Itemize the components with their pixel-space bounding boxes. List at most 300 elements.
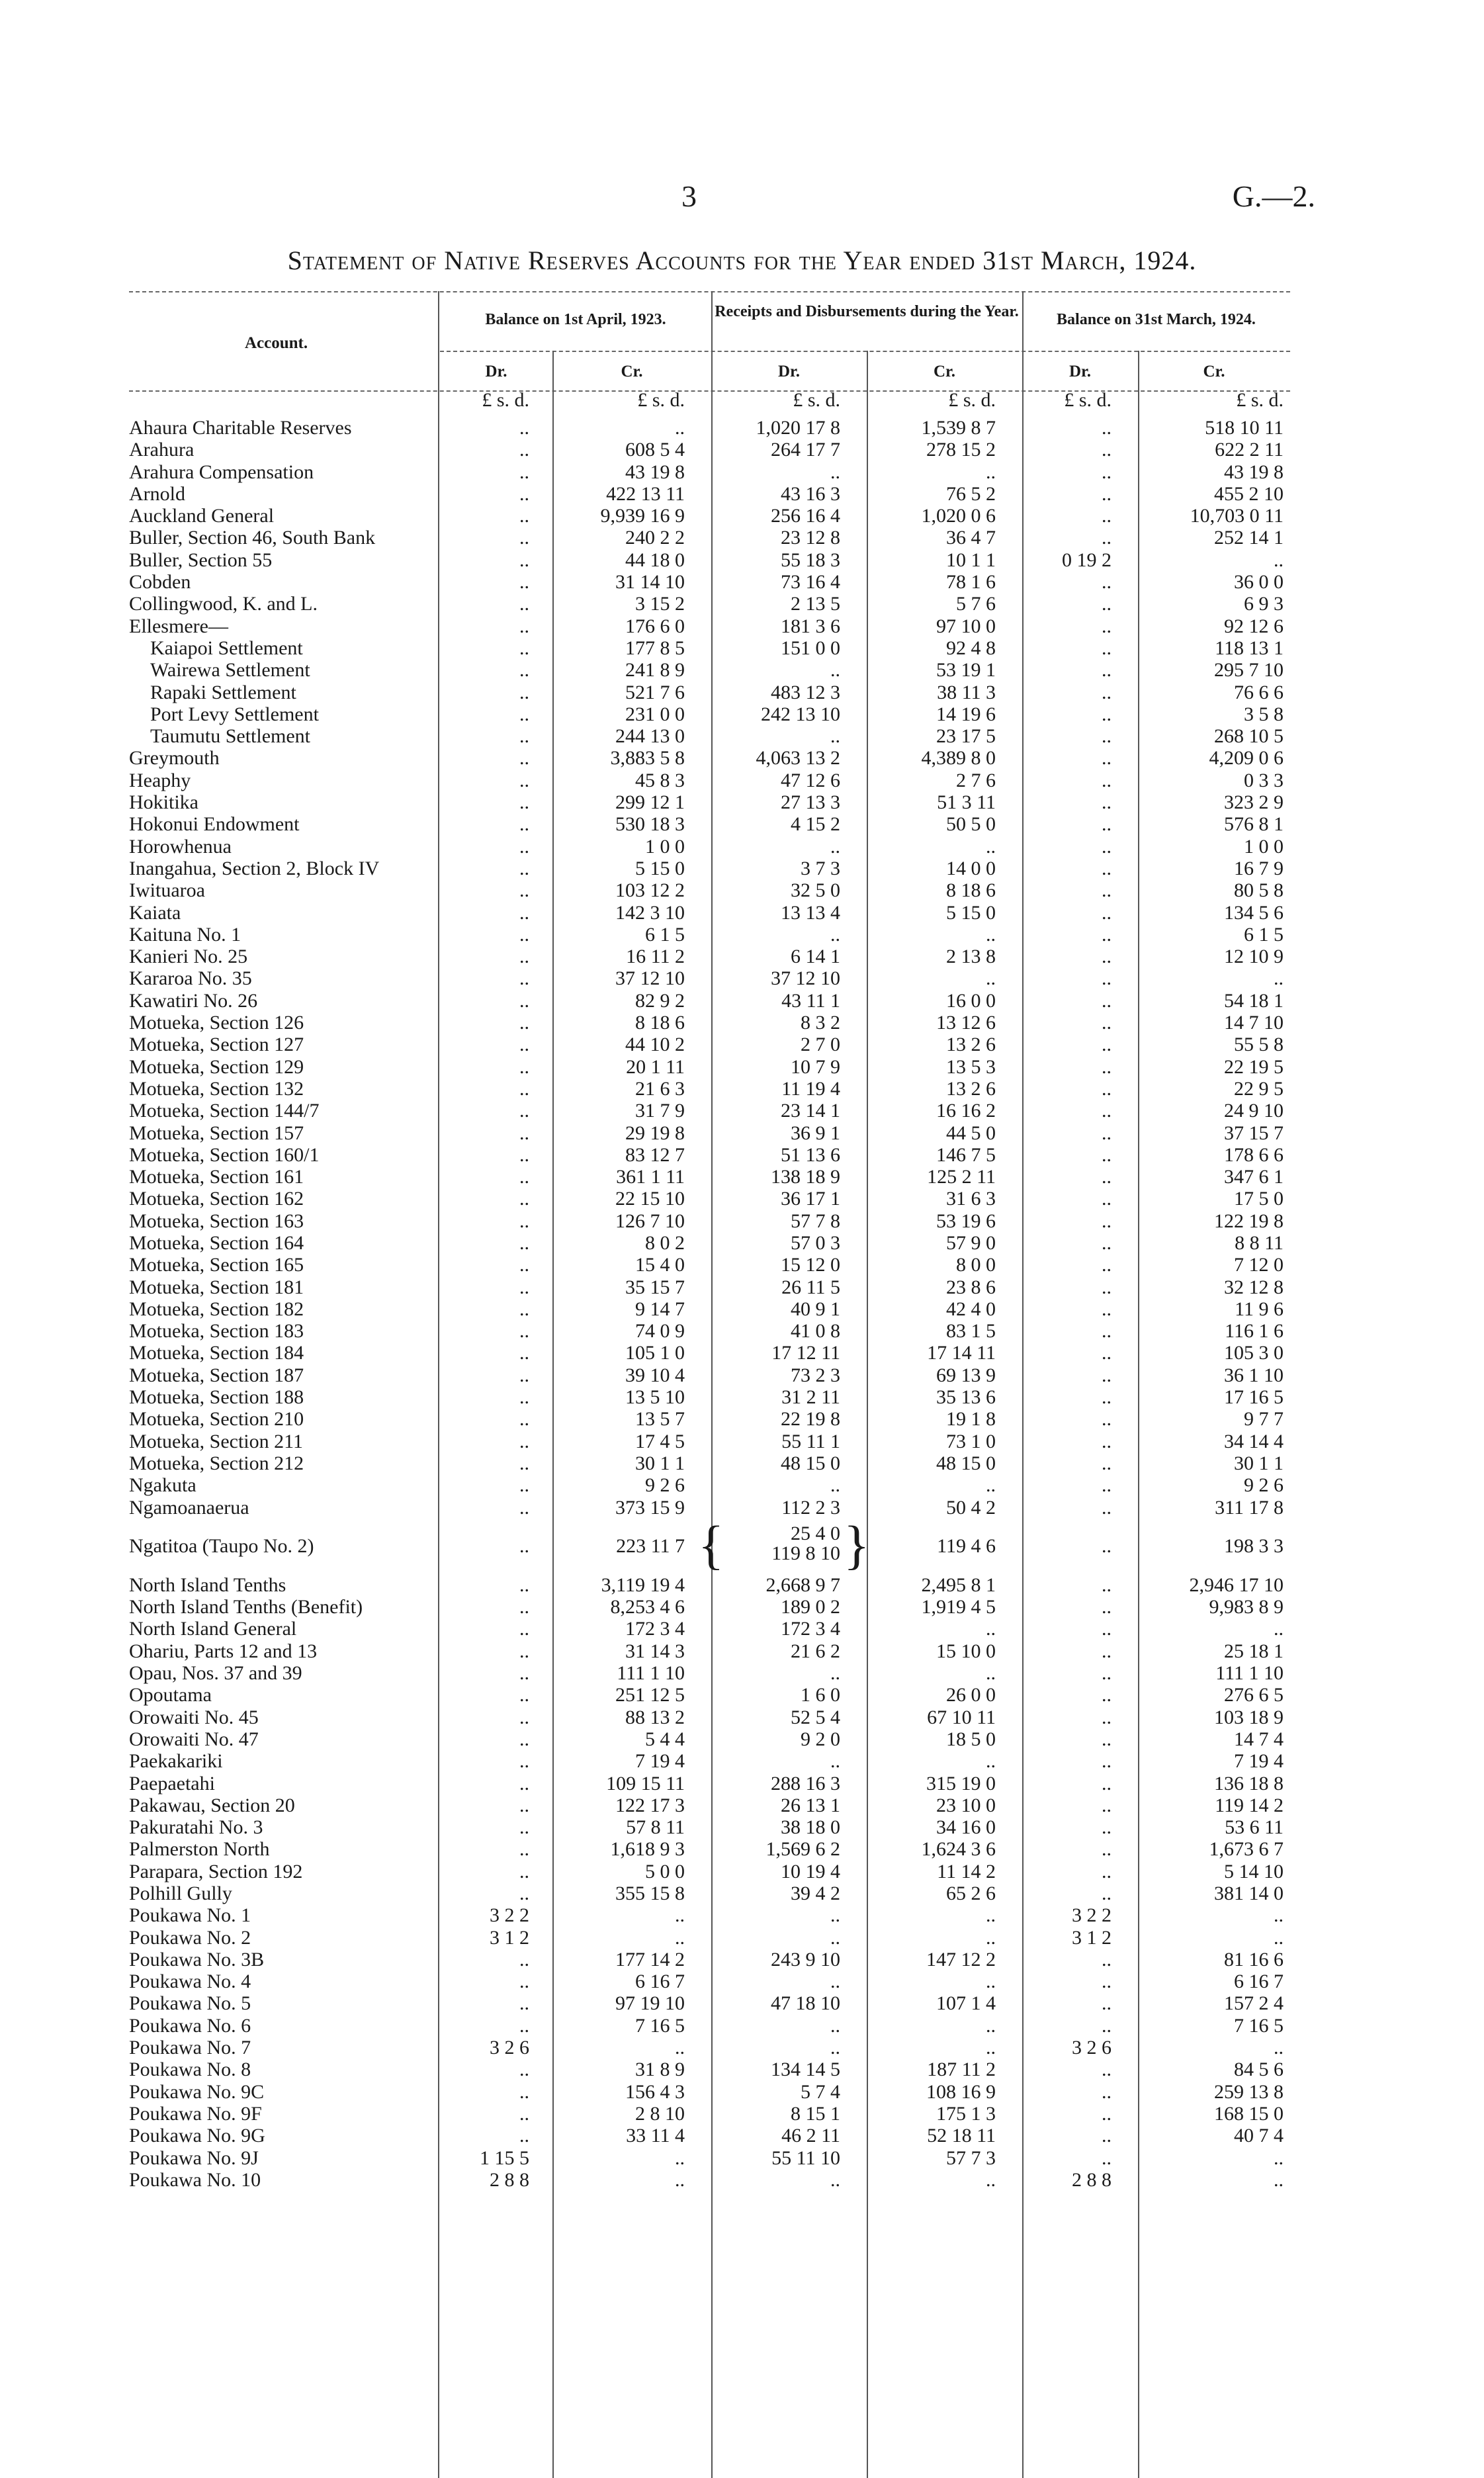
receipts-dr-cell: 52 5 4 (791, 1706, 840, 1728)
account-name: Buller, Section 55 (129, 549, 273, 571)
closing-cr-cell: 311 17 8 (1215, 1496, 1284, 1519)
opening-cr-cell: 231 0 0 (625, 703, 685, 725)
dr-column-header: Dr. (485, 363, 507, 380)
table-row (129, 946, 1290, 967)
closing-dr-cell: .. (1102, 2146, 1112, 2169)
receipts-dr-cell: .. (830, 1904, 840, 1927)
receipts-dr-cell: 73 16 4 (781, 571, 840, 594)
opening-cr-cell: 7 16 5 (635, 2014, 685, 2037)
table-top-rule (129, 291, 1290, 292)
table-row (129, 1816, 1290, 1838)
closing-cr-cell: 24 9 10 (1224, 1100, 1284, 1122)
receipts-dr-cell: 138 18 9 (771, 1166, 840, 1188)
receipts-dr-cell: 9 2 0 (801, 1728, 840, 1750)
closing-dr-cell: .. (1102, 1596, 1112, 1618)
receipts-cr-cell: 119 4 6 (937, 1534, 996, 1557)
cr-column-header: Cr. (1203, 363, 1225, 380)
closing-cr-cell: .. (1274, 967, 1284, 990)
account-name: Motueka, Section 165 (129, 1254, 304, 1276)
table-row (129, 770, 1290, 791)
receipts-cr-cell: 13 2 6 (946, 1034, 996, 1056)
closing-dr-cell: .. (1102, 967, 1112, 990)
receipts-dr-cell: 23 12 8 (781, 527, 840, 549)
account-name: Poukawa No. 8 (129, 2058, 251, 2081)
table-row (129, 1386, 1290, 1408)
opening-cr-cell: 109 15 11 (606, 1772, 685, 1794)
closing-cr-cell: 81 16 6 (1224, 1948, 1284, 1970)
opening-cr-cell: 6 1 5 (645, 923, 685, 946)
opening-dr-cell: .. (519, 1342, 529, 1364)
closing-cr-cell: 22 19 5 (1224, 1055, 1284, 1078)
receipts-cr-cell: 57 7 3 (946, 2146, 996, 2169)
table-row (129, 505, 1290, 527)
receipts-cr-cell: 1,919 4 5 (921, 1596, 996, 1618)
closing-dr-cell: .. (1102, 1254, 1112, 1276)
closing-dr-cell: .. (1102, 1948, 1112, 1970)
opening-cr-cell: 97 19 10 (615, 1992, 685, 2015)
receipts-dr-cell: 25 4 0 119 8 10 (771, 1522, 840, 1564)
opening-cr-cell: 5 0 0 (645, 1860, 685, 1882)
account-name: Motueka, Section 163 (129, 1210, 304, 1232)
closing-cr-cell: 105 3 0 (1224, 1342, 1284, 1364)
opening-dr-cell: 1 15 5 (480, 2146, 529, 2169)
closing-cr-cell: 9 2 6 (1244, 1474, 1284, 1497)
opening-cr-cell: 299 12 1 (615, 791, 685, 814)
table-row (129, 2015, 1290, 2037)
opening-dr-cell: .. (519, 923, 529, 946)
opening-cr-cell: 45 8 3 (635, 769, 685, 791)
table-row (129, 1992, 1290, 2014)
closing-dr-cell: .. (1102, 681, 1112, 703)
table-row (129, 1728, 1290, 1750)
opening-cr-cell: 57 8 11 (626, 1816, 685, 1839)
opening-cr-cell: 30 1 1 (635, 1452, 685, 1474)
closing-cr-cell: 455 2 10 (1214, 482, 1284, 505)
closing-cr-cell: 295 7 10 (1214, 659, 1284, 682)
closing-cr-cell: 34 14 4 (1224, 1430, 1284, 1452)
opening-cr-cell: 5 4 4 (645, 1728, 685, 1750)
table-row (129, 1166, 1290, 1188)
receipts-dr-cell: 13 13 4 (781, 901, 840, 924)
account-name: Motueka, Section 164 (129, 1231, 304, 1254)
table-row (129, 858, 1290, 879)
closing-cr-cell: 14 7 10 (1224, 1012, 1284, 1034)
opening-cr-cell: 31 7 9 (635, 1100, 685, 1122)
table-row (129, 593, 1290, 615)
receipts-cr-cell: 53 19 6 (936, 1210, 996, 1232)
closing-dr-cell: .. (1102, 2102, 1112, 2125)
opening-dr-cell: .. (519, 1254, 529, 1276)
closing-cr-cell: 54 18 1 (1224, 989, 1284, 1012)
closing-dr-cell: .. (1102, 1386, 1112, 1409)
account-name: North Island General (129, 1618, 297, 1640)
opening-cr-cell: 15 4 0 (635, 1254, 685, 1276)
receipts-cr-cell: 15 10 0 (936, 1640, 996, 1662)
table-row (129, 637, 1290, 659)
receipts-dr-cell: 2,668 9 7 (765, 1573, 840, 1596)
closing-cr-cell: .. (1274, 2037, 1284, 2059)
receipts-cr-cell: 1,539 8 7 (921, 417, 996, 439)
opening-cr-cell: 44 10 2 (625, 1034, 685, 1056)
account-name: Motueka, Section 182 (129, 1298, 304, 1320)
opening-cr-cell: .. (675, 2168, 685, 2191)
receipts-dr-cell: 242 13 10 (761, 703, 840, 725)
closing-cr-cell: 136 18 8 (1214, 1772, 1284, 1794)
closing-cr-cell: 1,673 6 7 (1209, 1838, 1284, 1861)
closing-dr-cell: .. (1102, 1364, 1112, 1386)
receipts-dr-cell: 112 2 3 (781, 1496, 840, 1519)
table-row (129, 1882, 1290, 1904)
table-row (129, 1596, 1290, 1618)
receipts-dr-cell: .. (830, 923, 840, 946)
table-row (129, 527, 1290, 549)
closing-dr-cell: .. (1102, 505, 1112, 527)
closing-dr-cell: .. (1102, 637, 1112, 659)
receipts-cr-cell: 17 14 11 (927, 1342, 996, 1364)
opening-cr-cell: 9,939 16 9 (600, 505, 685, 527)
table-row (129, 703, 1290, 725)
opening-cr-cell: 122 17 3 (615, 1794, 685, 1816)
receipts-cr-cell: 5 7 6 (956, 593, 996, 615)
closing-dr-cell: .. (1102, 1210, 1112, 1232)
closing-cr-cell: 0 3 3 (1244, 769, 1284, 791)
account-name: Motueka, Section 184 (129, 1342, 304, 1364)
opening-dr-cell: .. (519, 2014, 529, 2037)
closing-cr-cell: 252 14 1 (1214, 527, 1284, 549)
closing-cr-cell: 323 2 9 (1224, 791, 1284, 814)
receipts-dr-cell: 39 4 2 (791, 1882, 840, 1904)
closing-cr-cell: 22 9 5 (1234, 1077, 1284, 1100)
table-row (129, 879, 1290, 901)
opening-dr-cell: .. (519, 1596, 529, 1618)
opening-dr-cell: .. (519, 659, 529, 682)
opening-dr-cell: .. (519, 791, 529, 814)
closing-dr-cell: .. (1102, 1662, 1112, 1685)
opening-dr-cell: .. (519, 2125, 529, 2147)
table-row (129, 836, 1290, 858)
opening-cr-cell: 31 14 3 (625, 1640, 685, 1662)
table-row (129, 1364, 1290, 1386)
receipts-cr-cell: 92 4 8 (946, 637, 996, 659)
table-row (129, 1276, 1290, 1298)
closing-cr-cell: 119 14 2 (1215, 1794, 1284, 1816)
account-name: Motueka, Section 212 (129, 1452, 304, 1474)
receipts-cr-cell: 8 0 0 (956, 1254, 996, 1276)
opening-dr-cell: .. (519, 1386, 529, 1409)
closing-dr-cell: .. (1102, 1772, 1112, 1794)
receipts-dr-cell: 4 15 2 (791, 813, 840, 836)
receipts-dr-cell: 51 13 6 (781, 1143, 840, 1166)
receipts-cr-cell: 14 0 0 (946, 857, 996, 879)
closing-dr-cell: .. (1102, 439, 1112, 461)
opening-dr-cell: .. (519, 1055, 529, 1078)
opening-cr-cell: 22 15 10 (615, 1188, 685, 1210)
receipts-cr-cell: 50 5 0 (946, 813, 996, 836)
account-name: Heaphy (129, 769, 191, 791)
document-reference: G.—2. (1232, 179, 1315, 213)
closing-cr-cell: 518 10 11 (1205, 417, 1284, 439)
closing-dr-cell: .. (1102, 1573, 1112, 1596)
opening-cr-cell: 251 12 5 (615, 1684, 685, 1706)
opening-dr-cell: 3 2 2 (490, 1904, 529, 1927)
account-name: North Island Tenths (Benefit) (129, 1596, 363, 1618)
closing-cr-cell: 32 12 8 (1224, 1276, 1284, 1298)
currency-units: £ s. d. (1236, 389, 1284, 411)
statement-title: Statement of Native Reserves Accounts for the Year ended 31st March, 1924. (287, 245, 1197, 275)
account-name: Motueka, Section 162 (129, 1188, 304, 1210)
opening-cr-cell: 13 5 7 (635, 1408, 685, 1431)
table-row (129, 2103, 1290, 2125)
table-row (129, 725, 1290, 747)
currency-units: £ s. d. (793, 389, 840, 411)
receipts-dr-cell: 47 12 6 (781, 769, 840, 791)
account-name: Poukawa No. 3B (129, 1948, 265, 1970)
opening-dr-cell: 3 1 2 (490, 1926, 529, 1949)
opening-dr-cell: .. (519, 967, 529, 990)
closing-dr-cell: .. (1102, 1534, 1112, 1557)
closing-dr-cell: .. (1102, 1882, 1112, 1904)
opening-cr-cell: 29 19 8 (625, 1122, 685, 1144)
receipts-dr-cell: 57 0 3 (791, 1231, 840, 1254)
account-name: Ngakuta (129, 1474, 196, 1497)
receipts-cr-cell: 44 5 0 (946, 1122, 996, 1144)
receipts-dr-cell: 22 19 8 (781, 1408, 840, 1431)
closing-cr-cell: 4,209 0 6 (1209, 747, 1284, 770)
account-name: Ohariu, Parts 12 and 13 (129, 1640, 318, 1662)
closing-dr-cell: .. (1102, 747, 1112, 770)
receipts-dr-cell: 5 7 4 (801, 2080, 840, 2103)
receipts-dr-cell: 36 9 1 (791, 1122, 840, 1144)
receipts-dr-cell: 10 7 9 (791, 1055, 840, 1078)
receipts-cr-cell: 11 14 2 (937, 1860, 996, 1882)
table-row (129, 747, 1290, 769)
receipts-dr-cell: 256 16 4 (771, 505, 840, 527)
opening-dr-cell: .. (519, 1408, 529, 1431)
opening-cr-cell: 177 14 2 (615, 1948, 685, 1970)
opening-dr-cell: .. (519, 1534, 529, 1557)
table-row (129, 1431, 1290, 1452)
opening-dr-cell: .. (519, 1231, 529, 1254)
opening-dr-cell: .. (519, 901, 529, 924)
opening-dr-cell: .. (519, 1430, 529, 1452)
receipts-cr-cell: 53 19 1 (936, 659, 996, 682)
table-row (129, 1684, 1290, 1706)
opening-dr-cell: .. (519, 1320, 529, 1343)
table-row (129, 924, 1290, 946)
opening-dr-cell: .. (519, 1034, 529, 1056)
table-row (129, 2147, 1290, 2169)
opening-dr-cell: .. (519, 1618, 529, 1640)
opening-dr-cell: .. (519, 1122, 529, 1144)
account-name: Motueka, Section 183 (129, 1320, 304, 1343)
opening-dr-cell: .. (519, 1188, 529, 1210)
opening-cr-cell: 126 7 10 (615, 1210, 685, 1232)
receipts-dr-cell: 6 14 1 (791, 946, 840, 968)
receipts-cr-cell: 147 12 2 (926, 1948, 996, 1970)
table-row (129, 1861, 1290, 1882)
closing-dr-cell: .. (1102, 1077, 1112, 1100)
account-column-header: Account. (245, 334, 308, 352)
closing-cr-cell: 17 16 5 (1224, 1386, 1284, 1409)
receipts-dr-cell: 36 17 1 (781, 1188, 840, 1210)
opening-cr-cell: 142 3 10 (615, 901, 685, 924)
receipts-cr-cell: 278 15 2 (926, 439, 996, 461)
receipts-cr-cell: .. (986, 2168, 996, 2191)
currency-units: £ s. d. (948, 389, 996, 411)
receipts-dr-cell: 55 11 10 (771, 2146, 840, 2169)
table-row (129, 1574, 1290, 1596)
opening-dr-cell: 3 2 6 (490, 2037, 529, 2059)
group-header-rule (440, 351, 1290, 352)
closing-dr-cell: .. (1102, 1452, 1112, 1474)
closing-dr-cell: .. (1102, 1188, 1112, 1210)
account-name: Poukawa No. 6 (129, 2014, 251, 2037)
account-name: Ellesmere— (129, 615, 228, 637)
table-row (129, 1144, 1290, 1166)
closing-cr-cell: 157 2 4 (1224, 1992, 1284, 2015)
receipts-cr-cell: 2,495 8 1 (921, 1573, 996, 1596)
account-name: Kararoa No. 35 (129, 967, 252, 990)
opening-dr-cell: .. (519, 1838, 529, 1861)
receipts-dr-cell: 48 15 0 (781, 1452, 840, 1474)
receipts-dr-cell: 27 13 3 (781, 791, 840, 814)
closing-cr-cell: 55 5 8 (1234, 1034, 1284, 1056)
opening-dr-cell: .. (519, 1706, 529, 1728)
opening-dr-cell: .. (519, 2102, 529, 2125)
receipts-cr-cell: 5 15 0 (946, 901, 996, 924)
closing-dr-cell: .. (1102, 923, 1112, 946)
receipts-dr-cell: .. (830, 725, 840, 748)
opening-cr-cell: 176 6 0 (625, 615, 685, 637)
receipts-dr-cell: 43 16 3 (781, 482, 840, 505)
table-row (129, 1970, 1290, 1992)
receipts-dr-cell: 38 18 0 (781, 1816, 840, 1839)
closing-dr-cell: .. (1102, 1055, 1112, 1078)
opening-dr-cell: .. (519, 1882, 529, 1904)
receipts-cr-cell: 18 5 0 (946, 1728, 996, 1750)
closing-cr-cell: 122 19 8 (1214, 1210, 1284, 1232)
page-number: 3 (681, 179, 697, 213)
dr-column-header: Dr. (1069, 363, 1092, 380)
closing-cr-cell: 9,983 8 9 (1209, 1596, 1284, 1618)
receipts-cr-cell: 2 7 6 (956, 769, 996, 791)
receipts-cr-cell: .. (986, 967, 996, 990)
table-row (129, 571, 1290, 593)
receipts-dr-cell: 55 18 3 (781, 549, 840, 571)
opening-dr-cell: .. (519, 1816, 529, 1839)
receipts-dr-cell: 3 7 3 (801, 857, 840, 879)
closing-cr-cell: 17 5 0 (1234, 1188, 1284, 1210)
receipts-cr-cell: 26 0 0 (946, 1684, 996, 1706)
account-name: Motueka, Section 160/1 (129, 1143, 320, 1166)
closing-cr-cell: 7 19 4 (1234, 1750, 1284, 1773)
account-name: Rapaki Settlement (150, 681, 296, 703)
account-name: Polhill Gully (129, 1882, 232, 1904)
closing-cr-cell: 116 1 6 (1225, 1320, 1284, 1343)
account-name: Kanieri No. 25 (129, 946, 248, 968)
receipts-cr-cell: 107 1 4 (936, 1992, 996, 2015)
account-name: Iwituaroa (129, 879, 205, 902)
receipts-dr-cell: .. (830, 835, 840, 858)
right-brace: } (844, 1514, 870, 1575)
receipts-dr-cell: 73 2 3 (791, 1364, 840, 1386)
opening-cr-cell: .. (675, 2146, 685, 2169)
opening-dr-cell: .. (519, 813, 529, 836)
closing-dr-cell: .. (1102, 1474, 1112, 1497)
closing-dr-cell: .. (1102, 1684, 1112, 1706)
opening-cr-cell: 8,253 4 6 (610, 1596, 685, 1618)
opening-dr-cell: .. (519, 1276, 529, 1298)
account-name: Collingwood, K. and L. (129, 593, 318, 615)
table-row (129, 1904, 1290, 1926)
opening-dr-cell: .. (519, 681, 529, 703)
closing-dr-cell: .. (1102, 2125, 1112, 2147)
opening-cr-cell: 74 0 9 (635, 1320, 685, 1343)
opening-cr-cell: 3 15 2 (635, 593, 685, 615)
closing-cr-cell: 9 7 7 (1244, 1408, 1284, 1431)
closing-cr-cell: 10,703 0 11 (1190, 505, 1284, 527)
opening-balance-header: Balance on 1st April, 1923. (485, 311, 666, 328)
receipts-cr-cell: 23 8 6 (946, 1276, 996, 1298)
opening-dr-cell: .. (519, 637, 529, 659)
closing-dr-cell: .. (1102, 417, 1112, 439)
receipts-cr-cell: 125 2 11 (927, 1166, 996, 1188)
opening-dr-cell: .. (519, 946, 529, 968)
closing-dr-cell: .. (1102, 1838, 1112, 1861)
receipts-cr-cell: .. (986, 923, 996, 946)
table-row (129, 483, 1290, 505)
opening-dr-cell: .. (519, 835, 529, 858)
opening-cr-cell: 5 15 0 (635, 857, 685, 879)
opening-cr-cell: 44 18 0 (625, 549, 685, 571)
table-row (129, 1210, 1290, 1232)
opening-dr-cell: .. (519, 1662, 529, 1685)
receipts-dr-cell: 31 2 11 (781, 1386, 840, 1409)
table-row (129, 682, 1290, 703)
opening-dr-cell: .. (519, 1166, 529, 1188)
receipts-dr-cell: 40 9 1 (791, 1298, 840, 1320)
opening-dr-cell: .. (519, 769, 529, 791)
table-row (129, 1514, 1290, 1575)
receipts-cr-cell: 16 0 0 (946, 989, 996, 1012)
closing-cr-cell: 111 1 10 (1215, 1662, 1284, 1685)
table-row (129, 461, 1290, 483)
table-row (129, 1949, 1290, 1970)
receipts-cr-cell: 23 17 5 (936, 725, 996, 748)
receipts-cr-cell: 1,020 0 6 (921, 505, 996, 527)
opening-dr-cell: .. (519, 703, 529, 725)
table-row (129, 2169, 1290, 2191)
account-name: Poukawa No. 9G (129, 2125, 265, 2147)
closing-cr-cell: 11 9 6 (1235, 1298, 1284, 1320)
table-row (129, 902, 1290, 924)
receipts-dr-cell: .. (830, 461, 840, 483)
account-name: Cobden (129, 571, 191, 594)
opening-dr-cell: .. (519, 1794, 529, 1816)
receipts-cr-cell: 2 13 8 (946, 946, 996, 968)
account-name: Kawatiri No. 26 (129, 989, 258, 1012)
receipts-dr-cell: .. (830, 1750, 840, 1773)
account-name: Parapara, Section 192 (129, 1860, 303, 1882)
closing-dr-cell: .. (1102, 2014, 1112, 2037)
table-row (129, 1618, 1290, 1640)
receipts-cr-cell: 19 1 8 (946, 1408, 996, 1431)
receipts-dr-cell: 47 18 10 (771, 1992, 840, 2015)
account-name: Greymouth (129, 747, 220, 770)
receipts-dr-cell: 41 0 8 (791, 1320, 840, 1343)
closing-dr-cell: .. (1102, 659, 1112, 682)
receipts-dr-cell: 288 16 3 (771, 1772, 840, 1794)
